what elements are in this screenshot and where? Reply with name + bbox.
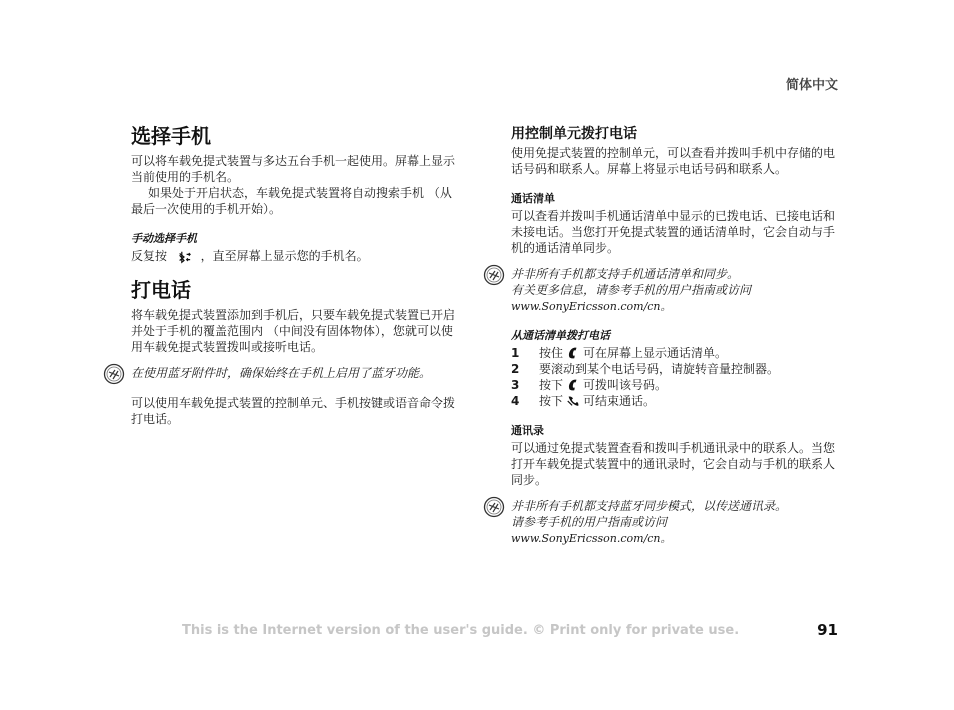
step-text-after: 可在屏幕上显示通话清单。 [583, 346, 728, 360]
heading-dial-from-list: 从通话清单拨打电话 [511, 329, 610, 342]
call-key-icon [566, 346, 580, 360]
step-item [511, 361, 841, 377]
bluetooth-switch-key-icon [174, 250, 194, 264]
contacts-para: 可以通过免提式装置查看和拨叫手机通讯录中的联系人。当您打开车载免提式装置中的通讯录时，它会自动与手机的联系人同步。 [511, 441, 836, 487]
contacts-note [511, 498, 841, 546]
bluetooth-note-text: 在使用蓝牙附件时，确保始终在手机上启用了蓝牙功能。 [131, 366, 432, 380]
bluetooth-note [131, 365, 461, 385]
right-column [511, 125, 841, 546]
step-number: 3 [511, 378, 520, 392]
select-phone-para2: 如果处于开启状态，车载免提式装置将自动搜索手机 （从最后一次使用的手机开始）。 [131, 186, 452, 216]
note-icon [103, 363, 125, 385]
call-list-para: 可以查看并拨叫手机通话清单中显示的已拨电话、已接电话和未接电话。当您打开免提式装置的通话清单时，它会自动与手机的通话清单同步。 [511, 209, 836, 255]
left-column [131, 124, 461, 427]
select-phone-para1: 可以将车载免提式装置与多达五台手机一起使用。屏幕上显示当前使用的手机名。 [131, 154, 456, 184]
step-text-after: 可拨叫该号码。 [583, 378, 668, 392]
heading-contacts: 通讯录 [511, 424, 544, 437]
heading-control-unit-calls: 用控制单元拨打电话 [511, 126, 637, 142]
note-icon [483, 496, 505, 518]
call-list-note-line1: 并非所有手机都支持手机通话清单和同步。 [511, 267, 740, 281]
note-icon [483, 264, 505, 286]
heading-manual-select: 手动选择手机 [131, 232, 197, 245]
end-call-key-icon [566, 394, 580, 408]
heading-call-list: 通话清单 [511, 192, 555, 205]
step-number: 4 [511, 394, 520, 408]
manual-select-text-before: 反复按 [131, 249, 168, 263]
manual-select-text [131, 248, 461, 264]
language-label: 简体中文 [785, 78, 838, 93]
step-number: 2 [511, 362, 520, 376]
step-item [511, 377, 841, 393]
make-calls-para1: 将车载免提式装置添加到手机后，只要车载免提式装置已开启并处于手机的覆盖范围内 （中间没有固体物体），您就可以使用车载免提式装置拨叫或接听电话。 [131, 308, 456, 354]
manual-select-text-after: ，直至屏幕上显示您的手机名。 [200, 249, 369, 263]
step-text-before: 按下 [539, 378, 564, 392]
heading-make-calls: 打电话 [131, 278, 191, 302]
call-list-note [511, 266, 841, 314]
contacts-note-url: www.SonyEricsson.com/cn。 [511, 532, 672, 545]
step-item [511, 393, 841, 409]
footer-disclaimer: This is the Internet version of the user's guide. © Print only for private use. [182, 623, 740, 638]
step-text-after: 可结束通话。 [583, 394, 656, 408]
heading-select-phone: 选择手机 [131, 124, 211, 148]
page-number: 91 [817, 621, 838, 639]
step-item [511, 345, 841, 361]
step-number: 1 [511, 346, 520, 360]
call-list-note-line2: 有关更多信息，请参考手机的用户指南或访问 [511, 283, 752, 297]
call-list-note-url: www.SonyEricsson.com/cn。 [511, 300, 672, 313]
dial-steps-list [511, 345, 841, 409]
contacts-note-line2: 请参考手机的用户指南或访问 [511, 515, 668, 529]
control-unit-para: 使用免提式装置的控制单元，可以查看并拨叫手机中存储的电话号码和联系人。屏幕上将显示电话号码和联系人。 [511, 146, 836, 176]
call-key-icon [566, 378, 580, 392]
step-text-before: 要滚动到某个电话号码，请旋转音量控制器。 [539, 362, 780, 376]
step-text-before: 按下 [539, 394, 564, 408]
contacts-note-line1: 并非所有手机都支持蓝牙同步模式，以传送通讯录。 [511, 499, 788, 513]
step-text-before: 按住 [539, 346, 564, 360]
make-calls-para2: 可以使用车载免提式装置的控制单元、手机按键或语音命令拨打电话。 [131, 396, 456, 426]
